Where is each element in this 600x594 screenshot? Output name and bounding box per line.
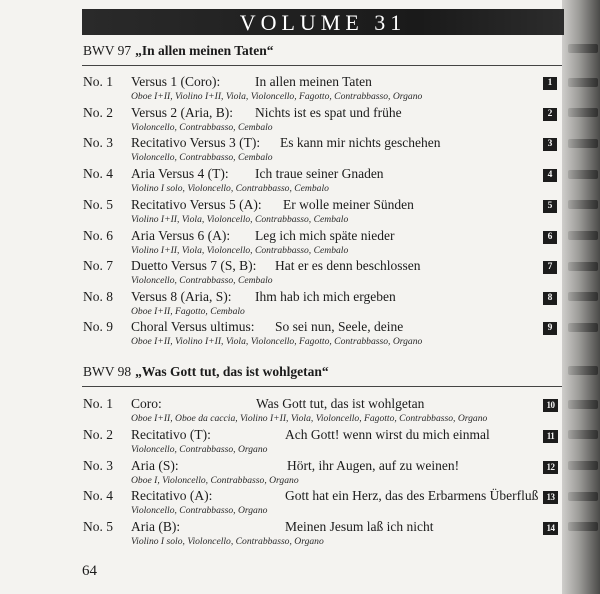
movement-text: Ihm hab ich mich ergeben [255,289,396,304]
movement-number: No. 6 [83,228,113,243]
instrumentation: Oboe I+II, Oboe da caccia, Violino I+II, Viola, Violoncello, Fagotto, Contrabbasso, Organo [131,413,488,424]
cantata-title: „In allen meinen Taten“ [135,43,274,58]
movement-text: So sei nun, Seele, deine [275,319,404,334]
cantata-title: „Was Gott tut, das ist wohlgetan“ [135,364,329,379]
instrumentation: Violino I solo, Violoncello, Contrabbasso, Organo [131,536,324,547]
movement-text: Meinen Jesum laß ich nicht [285,519,434,534]
divider [82,386,562,387]
instrumentation: Oboe I+II, Violino I+II, Viola, Violoncello, Fagotto, Contrabbasso, Organo [131,91,423,102]
bwv-number: BWV 98 [83,364,132,379]
movement-number: No. 1 [83,396,113,411]
track-number: 3 [543,138,557,151]
movement-type: Aria Versus 4 (T): [131,166,229,181]
volume-banner: VOLUME 31 [82,9,564,35]
movement-text: Hat er es denn beschlossen [275,258,421,273]
gutter-mark [568,400,598,409]
movement-text: Nichts ist es spat und frühe [255,105,402,120]
track-number: 13 [543,491,558,504]
movement-type: Choral Versus ultimus: [131,319,255,334]
movement-number: No. 7 [83,258,113,273]
section-heading-bwv98 [83,364,329,380]
gutter-mark [568,231,598,240]
track-number: 2 [543,108,557,121]
instrumentation: Violoncello, Contrabbasso, Organo [131,505,268,516]
gutter-mark [568,292,598,301]
page-number: 64 [82,563,97,579]
movement-text: Gott hat ein Herz, das des Erbarmens Überfluß [285,488,539,503]
movement-type: Versus 2 (Aria, B): [131,105,233,120]
movement-type: Versus 8 (Aria, S): [131,289,232,304]
gutter-mark [568,461,598,470]
movement-text: Ich traue seiner Gnaden [255,166,384,181]
binding-gutter [562,0,600,594]
movement-text: Hört, ihr Augen, auf zu weinen! [287,458,460,473]
gutter-mark [568,200,598,209]
movement-type: Aria (B): [131,519,181,534]
movement-type: Versus 1 (Coro): [131,74,221,89]
gutter-mark [568,108,598,117]
movement-number: No. 5 [83,197,113,212]
movement-number: No. 4 [83,166,113,181]
movement-type: Aria Versus 6 (A): [131,228,231,243]
track-number: 5 [543,200,557,213]
movement-text: Es kann mir nichts geschehen [280,135,441,150]
instrumentation: Oboe I+II, Violino I+II, Viola, Violoncello, Fagotto, Contrabbasso, Organo [131,336,423,347]
movement-text: Was Gott tut, das ist wohlgetan [256,396,425,411]
track-number: 1 [543,77,557,90]
gutter-mark [568,78,598,87]
instrumentation: Violino I+II, Viola, Violoncello, Contrabbasso, Cembalo [131,214,349,225]
gutter-mark [568,323,598,332]
gutter-mark [568,492,598,501]
track-number: 10 [543,399,558,412]
section-heading-bwv97 [83,43,274,59]
movement-text: Er wolle meiner Sünden [283,197,414,212]
movement-number: No. 3 [83,135,113,150]
track-number: 12 [543,461,558,474]
movement-text: In allen meinen Taten [255,74,372,89]
movement-text: Leg ich mich späte nieder [255,228,395,243]
movement-type: Recitativo (A): [131,488,213,503]
track-number: 11 [543,430,558,443]
movement-type: Recitativo (T): [131,427,211,442]
movement-number: No. 5 [83,519,113,534]
gutter-mark [568,522,598,531]
track-number: 8 [543,292,557,305]
instrumentation: Violino I+II, Viola, Violoncello, Contrabbasso, Cembalo [131,245,349,256]
movement-type: Coro: [131,396,162,411]
movement-number: No. 3 [83,458,113,473]
movement-text: Ach Gott! wenn wirst du mich einmal [285,427,490,442]
instrumentation: Violoncello, Contrabbasso, Organo [131,444,268,455]
movement-type: Duetto Versus 7 (S, B): [131,258,257,273]
instrumentation: Violino I solo, Violoncello, Contrabbasso, Cembalo [131,183,329,194]
movement-number: No. 2 [83,105,113,120]
movement-number: No. 9 [83,319,113,334]
movement-type: Aria (S): [131,458,179,473]
movement-number: No. 1 [83,74,113,89]
instrumentation: Oboe I+II, Fagotto, Cembalo [131,306,245,317]
gutter-mark [568,44,598,53]
gutter-mark [568,262,598,271]
bwv-number: BWV 97 [83,43,132,58]
track-number: 7 [543,261,557,274]
track-number: 9 [543,322,557,335]
track-number: 4 [543,169,557,182]
movement-type: Recitativo Versus 5 (A): [131,197,262,212]
instrumentation: Violoncello, Contrabbasso, Cembalo [131,122,273,133]
instrumentation: Violoncello, Contrabbasso, Cembalo [131,275,273,286]
movement-number: No. 8 [83,289,113,304]
instrumentation: Oboe I, Violoncello, Contrabbasso, Organo [131,475,299,486]
gutter-mark [568,430,598,439]
divider [82,65,562,66]
track-number: 14 [543,522,558,535]
gutter-mark [568,139,598,148]
gutter-mark [568,170,598,179]
gutter-mark [568,366,598,375]
movement-number: No. 4 [83,488,113,503]
track-number: 6 [543,231,557,244]
instrumentation: Violoncello, Contrabbasso, Cembalo [131,152,273,163]
movement-number: No. 2 [83,427,113,442]
movement-type: Recitativo Versus 3 (T): [131,135,261,150]
